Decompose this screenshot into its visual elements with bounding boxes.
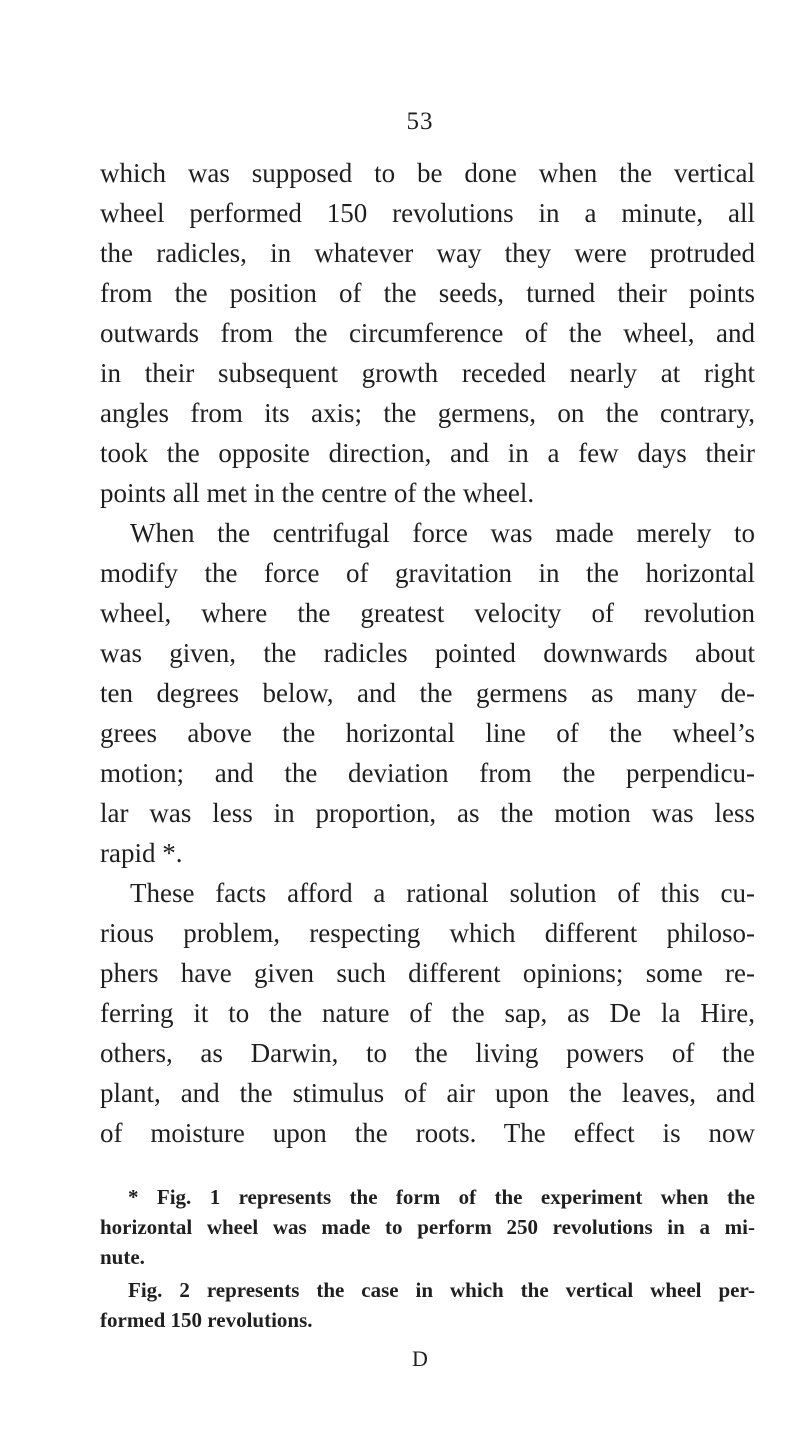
body-line: was given, the radicles pointed downwards about [100,638,755,668]
body-line: phers have given such different opinions; some re- [100,958,755,988]
footnote-line: horizontal wheel was made to perform 250 revolutions in a mi- [100,1215,755,1239]
body-line: ferring it to the nature of the sap, as De la Hire, [100,998,755,1028]
body-line: outwards from the circumference of the wheel, and [100,318,755,348]
body-line: others, as Darwin, to the living powers of the [100,1038,755,1068]
body-line: from the position of the seeds, turned their points [100,278,755,308]
body-line: modify the force of gravitation in the horizontal [100,558,755,588]
body-line: the radicles, in whatever way they were protruded [100,238,755,268]
body-line: took the opposite direction, and in a few days their [100,438,755,468]
body-line: in their subsequent growth receded nearly at right [100,358,755,388]
body-line: of moisture upon the roots. The effect is now [100,1118,755,1148]
body-line: These facts afford a rational solution of this cu- [130,878,755,908]
body-line: grees above the horizontal line of the wheel’s [100,718,755,748]
signature-mark: D [412,1346,428,1371]
body-line: motion; and the deviation from the perpendicu- [100,758,755,788]
body-line: rapid *. [100,838,183,868]
body-line: When the centrifugal force was made merely to [130,518,755,548]
body-line: rious problem, respecting which different philoso- [100,918,755,948]
footnote-line: nute. [100,1245,145,1269]
body-line: wheel, where the greatest velocity of revolution [100,598,755,628]
body-line: points all met in the centre of the wheel. [100,478,535,508]
footnote-line: Fig. 2 represents the case in which the vertical wheel per- [128,1278,755,1302]
body-line: plant, and the stimulus of air upon the leaves, and [100,1078,755,1108]
body-line: ten degrees below, and the germens as many de- [100,678,755,708]
body-line: angles from its axis; the germens, on the contrary, [100,398,755,428]
body-line: wheel performed 150 revolutions in a minute, all [100,198,755,228]
page-number: 53 [406,108,434,135]
body-line: which was supposed to be done when the vertical [100,158,755,188]
body-line: lar was less in proportion, as the motion was less [100,798,755,828]
footnote-line: formed 150 revolutions. [100,1308,313,1332]
footnote-line: * Fig. 1 represents the form of the experiment when the [128,1185,755,1209]
